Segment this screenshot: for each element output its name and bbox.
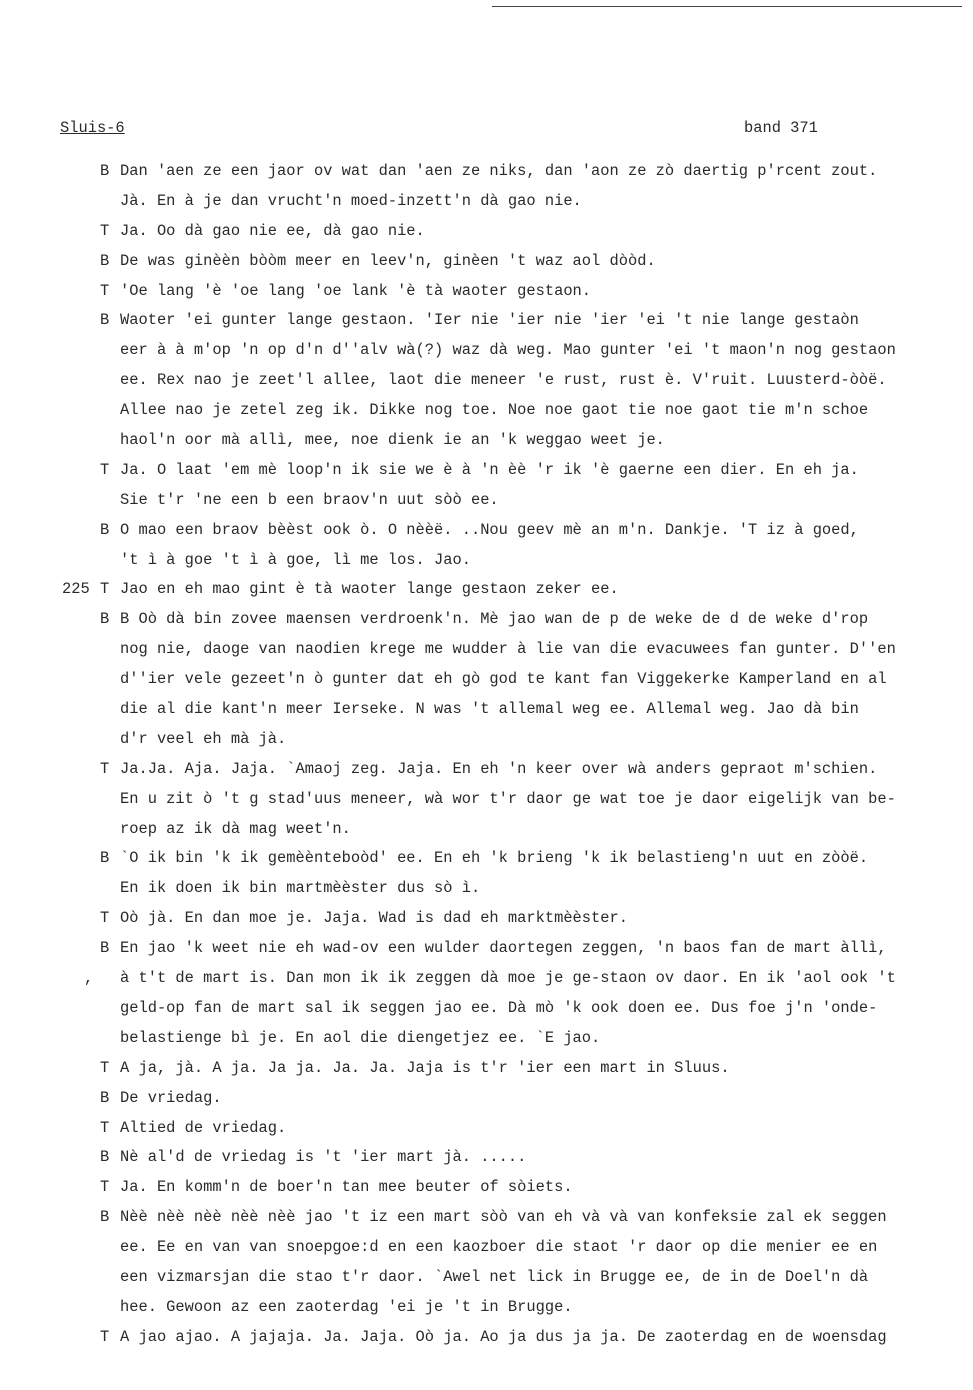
transcript-line [0, 516, 973, 546]
transcript-line [0, 964, 973, 994]
transcript-line [0, 934, 973, 964]
transcript-line [0, 695, 973, 725]
transcript-line [0, 486, 973, 516]
speaker-label: T [100, 759, 110, 778]
speaker-turn [0, 755, 973, 845]
transcript-line [0, 785, 973, 815]
line-text: ee. Ee en van van snoepgoe:d en een kaozboer die staot 'r daor op die menier ee en [120, 1238, 878, 1257]
line-text: Oò jà. En dan moe je. Jaja. Wad is dad eh marktmèèster. [120, 909, 628, 928]
line-text: nog nie, daoge van naodien krege me wudder à lie van die evacuwees fan gunter. D''en [120, 640, 896, 659]
speaker-label: B [100, 1208, 110, 1227]
line-text: hee. Gewoon az een zaoterdag 'ei je 't in Brugge. [120, 1297, 573, 1316]
transcript-line [0, 187, 973, 217]
line-text: `O ik bin 'k ik gemèènteboòd' ee. En eh 'k brieng 'k ik belastieng'n uut en zòòë. [120, 849, 869, 868]
speaker-turn [0, 844, 973, 904]
line-text: A ja, jà. A ja. Ja ja. Ja. Ja. Jaja is t'r 'ier een mart in Sluus. [120, 1058, 730, 1077]
line-text: eer à à m'op 'n op d'n d''alv wà(?) waz dà weg. Mao gunter 'ei 't maon'n nog gestaon [120, 341, 896, 360]
speaker-turn [0, 217, 973, 247]
speaker-label: B [100, 311, 110, 330]
transcript-line [0, 1173, 973, 1203]
transcript-line [0, 157, 973, 187]
transcript-line [0, 396, 973, 426]
transcript-line [0, 1323, 973, 1353]
line-text: die al die kant'n meer Ierseke. N was 't allemal weg ee. Allemal weg. Jao dà bin [120, 700, 859, 719]
transcript-line [0, 1293, 973, 1323]
line-text: een vizmarsjan die stao t'r daor. `Awel net lick in Brugge ee, de in de Doel'n dà [120, 1267, 869, 1286]
speaker-turn [0, 247, 973, 277]
speaker-turn [0, 1203, 973, 1323]
speaker-turn [0, 516, 973, 576]
line-text: 't ì à goe 't ì à goe, lì me los. Jao. [120, 550, 471, 569]
speaker-turn [0, 1084, 973, 1114]
top-rule [492, 6, 962, 7]
line-text: Jao en eh mao gint è tà waoter lange gestaon zeker ee. [120, 580, 619, 599]
line-text: O mao een braov bèèst ook ò. O nèèë. ..Nou geev mè an m'n. Dankje. 'T iz à goed, [120, 520, 859, 539]
speaker-turn [0, 934, 973, 1054]
transcript-line [0, 277, 973, 307]
transcript-line [0, 1143, 973, 1173]
transcript-line [0, 844, 973, 874]
transcript-line [0, 994, 973, 1024]
speaker-turn [0, 1143, 973, 1173]
speaker-label: T [100, 580, 110, 599]
transcript-line [0, 426, 973, 456]
transcript-line [0, 815, 973, 845]
transcript-line [0, 874, 973, 904]
speaker-turn [0, 904, 973, 934]
line-text: Altied de vriedag. [120, 1118, 287, 1137]
speaker-label: T [100, 1178, 110, 1197]
line-number: 225 [62, 580, 90, 599]
speaker-turn [0, 456, 973, 516]
transcript-line [0, 605, 973, 635]
transcript [0, 157, 973, 1353]
speaker-turn [0, 605, 973, 754]
speaker-label: B [100, 1088, 110, 1107]
speaker-label: B [100, 1148, 110, 1167]
transcript-line [0, 575, 973, 605]
transcript-line [0, 725, 973, 755]
line-text: d''ier vele gezeet'n ò gunter dat eh gò god te kant fan Viggekerke Kamperland en al [120, 670, 887, 689]
speaker-label: B [100, 251, 110, 270]
line-text: Dan 'aen ze een jaor ov wat dan 'aen ze niks, dan 'aon ze zò daertig p'rcent zout. [120, 162, 878, 180]
speaker-label: T [100, 1118, 110, 1137]
line-text: En u zit ò 't g stad'uus meneer, wà wor t'r daor ge wat toe je daor eigelijk van be- [120, 789, 896, 808]
transcript-line [0, 336, 973, 366]
line-text: Nèè nèè nèè nèè nèè jao 't iz een mart sòò van eh và và van konfeksie zal ek seggen [120, 1208, 887, 1227]
line-text: En jao 'k weet nie eh wad-ov een wulder daortegen zeggen, 'n baos fan de mart àllì, [120, 939, 887, 958]
transcript-line [0, 306, 973, 336]
transcript-line [0, 247, 973, 277]
transcript-line [0, 1203, 973, 1233]
transcript-line [0, 456, 973, 486]
line-text: à t't de mart is. Dan mon ik ik zeggen dà moe je ge-staon ov daor. En ik 'aol ook 't [120, 969, 896, 988]
speaker-label: B [100, 849, 110, 868]
speaker-turn [0, 575, 973, 605]
margin-mark: , [84, 969, 94, 988]
line-text: De vriedag. [120, 1088, 222, 1107]
page-header [0, 119, 973, 143]
speaker-label: T [100, 221, 110, 240]
speaker-turn [0, 277, 973, 307]
transcript-line [0, 904, 973, 934]
speaker-label: T [100, 909, 110, 928]
speaker-turn [0, 1173, 973, 1203]
speaker-turn [0, 306, 973, 455]
transcript-line [0, 546, 973, 576]
line-text: Ja. O laat 'em mè loop'n ik sie we è à 'n èè 'r ik 'è gaerne een dier. En eh ja. [120, 460, 859, 479]
transcript-line [0, 755, 973, 785]
line-text: geld-op fan de mart sal ik seggen jao ee. Dà mò 'k ook doen ee. Dus foe j'n 'onde- [120, 998, 878, 1017]
line-text: B Oò dà bin zovee maensen verdroenk'n. Mè jao wan de p de weke de d de weke d'rop [120, 610, 869, 629]
line-text: De was ginèèn bòòm meer en leev'n, ginèen 't waz aol dòòd. [120, 251, 656, 270]
line-text: En ik doen ik bin martmèèster dus sò ì. [120, 879, 481, 898]
transcript-line [0, 366, 973, 396]
line-text: Nè al'd de vriedag is 't 'ier mart jà. ..... [120, 1148, 527, 1167]
speaker-turn [0, 1114, 973, 1144]
speaker-label: T [100, 1058, 110, 1077]
speaker-label: T [100, 281, 110, 300]
transcript-line [0, 1114, 973, 1144]
transcript-line [0, 1263, 973, 1293]
speaker-turn [0, 1323, 973, 1353]
line-text: Allee nao je zetel zeg ik. Dikke nog toe. Noe noe gaot tie noe gaot tie m'n schoe [120, 401, 869, 420]
transcript-line [0, 635, 973, 665]
line-text: Jà. En à je dan vrucht'n moed-inzett'n dà gao nie. [120, 191, 582, 210]
band-number: band 371 [744, 119, 818, 137]
line-text: A jao ajao. A jajaja. Ja. Jaja. Oò ja. Ao ja dus ja ja. De zaoterdag en de woensdag [120, 1327, 887, 1346]
document-id: Sluis-6 [60, 119, 125, 137]
speaker-label: T [100, 460, 110, 479]
speaker-label: B [100, 610, 110, 629]
speaker-turn [0, 157, 973, 217]
line-text: ee. Rex nao je zeet'l allee, laot die meneer 'e rust, rust è. V'ruit. Luusterd-òòë. [120, 371, 887, 390]
line-text: Ja.Ja. Aja. Jaja. `Amaoj zeg. Jaja. En eh 'n keer over wà anders gepraot m'schien. [120, 759, 878, 778]
transcript-line [0, 665, 973, 695]
line-text: d'r veel eh mà jà. [120, 729, 287, 748]
transcript-line [0, 1233, 973, 1263]
line-text: 'Oe lang 'è 'oe lang 'oe lank 'è tà waoter gestaon. [120, 281, 592, 300]
speaker-label: B [100, 520, 110, 539]
transcript-line [0, 1054, 973, 1084]
speaker-label: B [100, 162, 110, 180]
line-text: Sie t'r 'ne een b een braov'n uut sòò ee. [120, 490, 499, 509]
speaker-turn [0, 1054, 973, 1084]
line-text: haol'n oor mà allì, mee, noe dienk ie an 'k weggao weet je. [120, 431, 665, 450]
line-text: Waoter 'ei gunter lange gestaon. 'Ier nie 'ier nie 'ier 'ei 't nie lange gestaòn [120, 311, 859, 330]
transcript-line [0, 217, 973, 247]
speaker-label: B [100, 939, 110, 958]
line-text: Ja. En komm'n de boer'n tan mee beuter of sòiets. [120, 1178, 573, 1197]
speaker-label: T [100, 1327, 110, 1346]
line-text: roep az ik dà mag weet'n. [120, 819, 351, 838]
transcript-line [0, 1084, 973, 1114]
line-text: Ja. Oo dà gao nie ee, dà gao nie. [120, 221, 425, 240]
line-text: belastienge bì je. En aol die diengetjez ee. `E jao. [120, 1028, 601, 1047]
transcript-line [0, 1024, 973, 1054]
